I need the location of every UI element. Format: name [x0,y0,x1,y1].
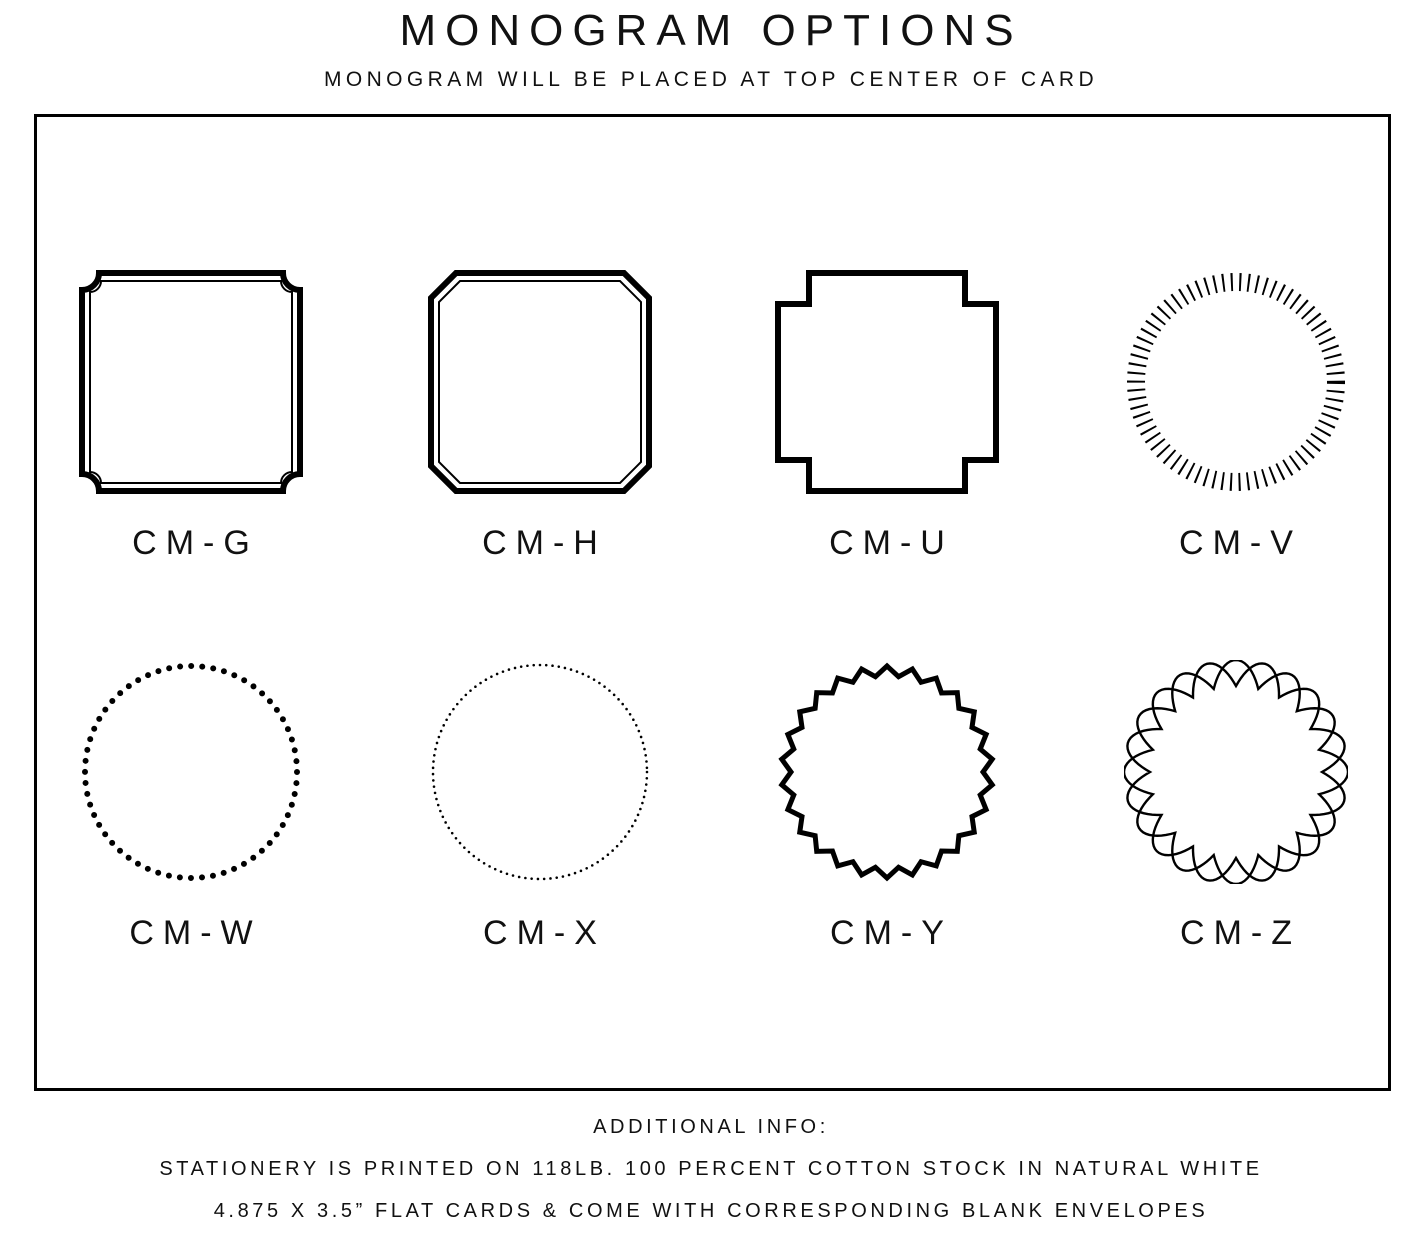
option-label: CM-X [483,914,606,952]
dotted-circle-icon [79,660,303,884]
option-cm-u[interactable] [737,270,1037,563]
option-label: CM-Z [1180,914,1301,952]
option-label: CM-U [829,524,954,562]
zigzag-circle-icon [775,660,999,884]
options-card [34,114,1391,1091]
additional-info-heading: ADDITIONAL INFO: [593,1116,829,1138]
option-cm-g[interactable] [41,270,341,563]
option-cm-x[interactable] [390,660,690,953]
option-cm-z[interactable] [1086,660,1386,953]
option-cm-h[interactable] [390,270,690,563]
tick-circle-icon [1124,270,1348,494]
option-label: CM-H [482,524,607,562]
option-cm-w[interactable] [41,660,341,953]
option-label: CM-Y [830,914,953,952]
additional-info-line: STATIONERY IS PRINTED ON 118LB. 100 PERCENT COTTON STOCK IN NATURAL WHITE [159,1158,1263,1180]
additional-info-line: 4.875 X 3.5” FLAT CARDS & COME WITH CORRESPONDING BLANK ENVELOPES [213,1200,1209,1222]
page-title: MONOGRAM OPTIONS [399,6,1023,55]
scalloped-circle-icon [1124,660,1348,884]
fine-dotted-circle-icon [428,660,652,884]
notched-square-icon [775,270,999,494]
option-cm-y[interactable] [737,660,1037,953]
scalloped-corner-square-icon [79,270,303,494]
option-label: CM-V [1179,524,1302,562]
option-label: CM-G [132,524,259,562]
page-subtitle: MONOGRAM WILL BE PLACED AT TOP CENTER OF CARD [323,68,1099,91]
option-label: CM-W [129,914,262,952]
option-cm-v[interactable] [1086,270,1386,563]
octagon-icon [428,270,652,494]
